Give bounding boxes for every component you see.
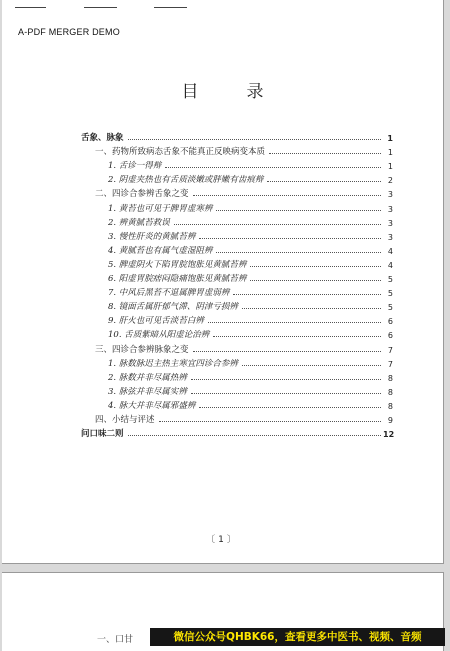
toc-entry-title: 一、药物所致病态舌象不能真正反映病变本质 (95, 147, 266, 158)
toc-entry[interactable] (108, 270, 393, 284)
toc-entry-title: 3. 脉弦并非尽属实辨 (108, 386, 187, 397)
toc-leader-dots (242, 364, 381, 366)
toc-leader-dots (165, 166, 381, 168)
toc-entry[interactable] (108, 326, 393, 340)
page-title: 目录 (181, 82, 312, 102)
toc-entry-page: 1 (387, 148, 393, 158)
toc-entry-page: 5 (387, 303, 393, 313)
toc-leader-dots (213, 335, 381, 337)
toc-leader-dots (174, 223, 381, 225)
toc-entry-title: 二、四诊合参辨舌象之变 (95, 189, 189, 200)
toc-entry-title: 三、四诊合参辨脉象之变 (95, 344, 189, 355)
toc-leader-dots (128, 434, 381, 436)
toc-entry-page: 3 (387, 204, 393, 214)
toc-entry-page: 5 (387, 289, 393, 299)
toc-entry-page: 12 (383, 430, 395, 440)
toc-entry[interactable] (95, 143, 393, 157)
toc-entry-page: 9 (387, 416, 393, 425)
toc-entry-page: 1 (387, 162, 393, 172)
toc-entry[interactable] (81, 425, 393, 439)
toc-entry-title: 2. 阴虚夹热也有舌质淡嫩或胖嫩有齿痕辩 (108, 175, 264, 186)
toc-entry[interactable] (95, 185, 393, 199)
toc-entry[interactable] (108, 383, 393, 397)
header-rule (84, 7, 117, 8)
toc-entry-page: 5 (387, 275, 393, 284)
page-number: 〔1〕 (206, 535, 239, 545)
toc-leader-dots (208, 321, 381, 323)
toc-entry-title: 问口味二则 (81, 429, 124, 440)
header-rule (154, 7, 187, 8)
toc-entry[interactable] (108, 214, 393, 228)
toc-entry-title: 7. 中风后黑苔不退属脾胃虚弱辨 (108, 288, 230, 299)
toc-entry-page: 1 (387, 134, 393, 143)
toc-entry-title: 5. 脾虚阴火下陷胃脘饱胀见黄腻苔辨 (108, 259, 247, 270)
toc-leader-dots (199, 237, 381, 239)
toc-entry-title: 6. 阳虚胃脘痞闷隐痛饱胀见黄腻苔辨 (108, 274, 247, 284)
toc-entry-title: 9. 肝火也可见舌淡苔白辨 (108, 316, 204, 327)
toc-leader-dots (191, 392, 381, 394)
toc-entry[interactable] (108, 312, 393, 326)
toc-entry-page: 3 (387, 218, 393, 228)
toc-entry-title: 4. 脉大并非尽属邪盛辨 (108, 400, 196, 411)
toc-entry[interactable] (81, 129, 393, 143)
toc-leader-dots (269, 152, 381, 154)
toc-leader-dots (216, 209, 381, 211)
toc-leader-dots (199, 406, 381, 408)
toc-entry[interactable] (108, 298, 393, 312)
next-page-heading: 一、口甘 (97, 635, 134, 645)
toc-entry-page: 7 (387, 359, 393, 369)
toc-leader-dots (193, 350, 381, 352)
toc-entry-title: 1. 脉数脉迟主热主寒宜四诊合参辨 (108, 358, 238, 369)
toc-entry[interactable] (108, 200, 393, 214)
toc-leader-dots (191, 378, 381, 380)
promo-banner[interactable]: 微信公众号QHBK66，查看更多中医书、视频、音频 (150, 628, 445, 646)
toc-leader-dots (267, 180, 381, 182)
toc-entry-page: 6 (387, 317, 393, 327)
toc-entry-page: 7 (387, 345, 393, 355)
toc-entry-title: 3. 慢性肝炎的黄腻苔辨 (108, 231, 196, 242)
toc-entry[interactable] (108, 355, 393, 369)
toc-entry-title: 舌象、脉象 (81, 133, 124, 143)
toc-entry-page: 3 (387, 232, 393, 242)
toc-leader-dots (193, 194, 381, 196)
toc-entry[interactable] (108, 157, 393, 171)
toc-entry[interactable] (108, 397, 393, 411)
toc-leader-dots (216, 251, 381, 253)
toc-entry[interactable] (108, 171, 393, 185)
toc-entry-page: 3 (387, 190, 393, 200)
toc-entry-page: 4 (387, 246, 393, 256)
toc-entry-page: 6 (387, 331, 393, 341)
toc-entry-title: 1. 舌诊一得辩 (108, 161, 162, 172)
toc-leader-dots (233, 293, 381, 295)
toc-entry[interactable] (108, 284, 393, 298)
toc-entry-title: 1. 黄苔也可见于脾胃虚寒辨 (108, 203, 213, 214)
toc-entry-title: 8. 镜面舌属肝郁气滞、阴津亏损辨 (108, 302, 238, 313)
document-page (2, 0, 444, 564)
toc-entry[interactable] (95, 341, 393, 355)
toc-entry-page: 2 (387, 176, 393, 186)
toc-entry-page: 8 (387, 373, 393, 383)
toc-entry[interactable] (108, 256, 393, 270)
toc-leader-dots (159, 420, 381, 422)
toc-entry-title: 2. 脉数并非尽属热辨 (108, 372, 187, 383)
toc-entry[interactable] (108, 369, 393, 383)
toc-entry-page: 8 (387, 401, 393, 411)
toc-entry-title: 10. 舌质紫暗从阳虚论治辨 (108, 330, 210, 341)
toc-entry-title: 四、小结与评述 (95, 415, 155, 425)
toc-entry[interactable] (108, 228, 393, 242)
watermark-text: A-PDF MERGER DEMO (18, 27, 120, 37)
toc-entry[interactable] (95, 411, 393, 425)
toc-entry-title: 4. 黄腻苔也有属气虚湿阻辨 (108, 245, 213, 256)
header-rule (15, 7, 46, 8)
toc-leader-dots (250, 265, 381, 267)
toc-leader-dots (250, 279, 381, 281)
toc-entry-page: 8 (387, 387, 393, 397)
toc-entry-page: 4 (387, 260, 393, 270)
toc-leader-dots (128, 138, 381, 140)
toc-entry[interactable] (108, 242, 393, 256)
toc-entry-title: 2. 辨黄腻苔救误 (108, 217, 170, 228)
toc-leader-dots (242, 307, 381, 309)
